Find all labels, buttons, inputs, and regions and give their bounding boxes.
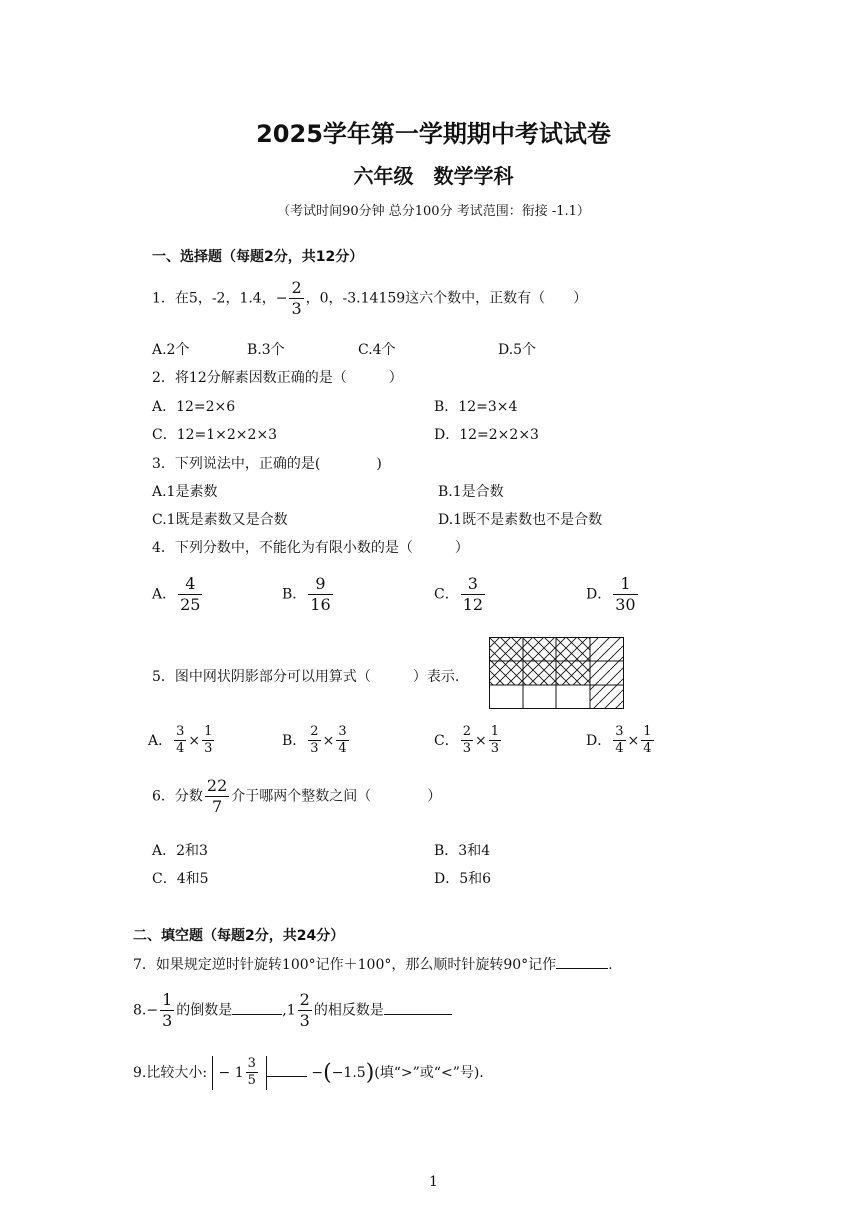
q7-answer-blank[interactable] <box>556 954 608 969</box>
q5-option-c: C． $\frac{2}{3}$ × $\frac{1}{3}$ <box>434 724 500 757</box>
q8-fraction-2: $\frac{2}{3}$ <box>299 990 310 1030</box>
question-7: 7．如果规定逆时针旋转100°记作＋100°，那么顺时针旋转90°记作 . <box>133 954 613 974</box>
question-9: 9.比较大小: − 1 $\frac{3}{5}$ −(−1.5)(填“>”或“<”号). <box>133 1056 484 1089</box>
q6-option-d: D．5和6 <box>434 871 492 887</box>
q1-suffix: ，0，-3.14159这六个数中，正数有（ ） <box>305 290 588 307</box>
q1-option-d: D.5个 <box>498 342 537 358</box>
q6-option-c: C．4和5 <box>152 871 209 887</box>
q6-fraction: $\frac{22}{7}$ <box>206 776 228 816</box>
q6-option-a: A．2和3 <box>152 843 208 859</box>
exam-note: （考试时间90分钟 总分100分 考试范围：衔接 -1.1） <box>277 204 590 219</box>
q9-inner-value: −1.5 <box>331 1064 366 1081</box>
question-5: 5．图中网状阴影部分可以用算式（ ）表示. <box>152 669 460 685</box>
q7-text: 7．如果规定逆时针旋转100°记作＋100°，那么顺时针旋转90°记作 <box>133 957 557 973</box>
q5-grid-figure <box>489 637 624 709</box>
question-2: 2．将12分解素因数正确的是（ ） <box>152 370 403 386</box>
q2-option-b: B．12=3×4 <box>434 399 518 415</box>
page-number: 1 <box>429 1174 438 1190</box>
q5-option-b: B． $\frac{2}{3}$ × $\frac{3}{4}$ <box>282 724 347 757</box>
q1-fraction: $\frac{2}{3}$ <box>291 278 302 318</box>
q3-option-c: C.1既是素数又是合数 <box>152 512 288 528</box>
q8-fraction-1: $\frac{1}{3}$ <box>162 990 173 1030</box>
question-3: 3．下列说法中，正确的是( ) <box>152 456 382 472</box>
q9-absolute-value: − 1 $\frac{3}{5}$ <box>212 1056 267 1090</box>
q6-prefix: 6．分数 <box>152 788 203 805</box>
q3-option-b: B.1是合数 <box>438 484 504 500</box>
q2-option-a: A．12=2×6 <box>152 399 236 415</box>
q3-option-a: A.1是素数 <box>152 484 218 500</box>
question-4: 4．下列分数中，不能化为有限小数的是（ ） <box>152 540 469 556</box>
question-1 <box>152 278 587 319</box>
q5-option-d: D． $\frac{3}{4}$ × $\frac{1}{4}$ <box>586 724 652 757</box>
q3-option-d: D.1既不是素数也不是合数 <box>438 512 603 528</box>
grid-hatch-svg <box>489 637 624 709</box>
q8-answer-blank-1[interactable] <box>232 1000 282 1015</box>
q6-suffix: 介于哪两个整数之间（ ） <box>231 788 442 805</box>
q6-option-b: B．3和4 <box>434 843 491 859</box>
q1-option-b: B.3个 <box>247 342 285 358</box>
q1-option-a: A.2个 <box>152 342 190 358</box>
q8-answer-blank-2[interactable] <box>384 1000 452 1015</box>
q5-option-a: A． $\frac{3}{4}$ × $\frac{1}{3}$ <box>148 724 213 757</box>
question-8: 8.− $\frac{1}{3}$ 的倒数是 ,1 $\frac{2}{3}$ 的相反数是 <box>133 990 452 1031</box>
page-subtitle: 六年级 数学学科 <box>353 164 514 188</box>
q2-option-d: D．12=2×2×3 <box>434 427 539 443</box>
page-title: 2025学年第一学期期中考试试卷 <box>256 120 611 148</box>
q4-option-c: C． $\frac{3}{12}$ <box>434 574 484 614</box>
q1-prefix: 1．在5，-2，1.4， <box>152 290 276 307</box>
section-2-title: 二、填空题（每题2分，共24分） <box>133 928 345 944</box>
question-6 <box>152 776 441 817</box>
q1-minus: − <box>275 290 288 307</box>
single-hatch-region-bottom <box>590 685 624 709</box>
q4-option-b: B． $\frac{9}{16}$ <box>282 574 331 614</box>
q1-option-c: C.4个 <box>358 342 396 358</box>
q9-answer-blank[interactable] <box>267 1062 307 1077</box>
q4-option-a: A． $\frac{4}{25}$ <box>152 574 201 614</box>
q4-option-d: D． $\frac{1}{30}$ <box>586 574 636 614</box>
section-1-title: 一、选择题（每题2分，共12分） <box>152 249 364 265</box>
q2-option-c: C．12=1×2×2×3 <box>152 427 278 443</box>
